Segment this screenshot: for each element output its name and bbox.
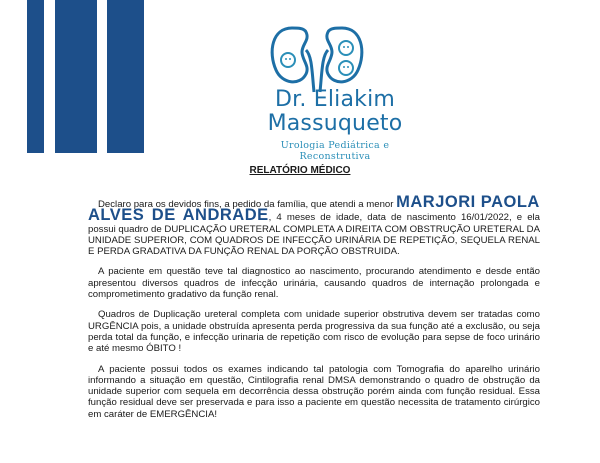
kidneys-children-icon: [262, 22, 372, 94]
p1-intro: Declaro para os devidos fins, a pedido da família, que atendi a menor: [98, 199, 394, 210]
p4-text: A paciente possui todos os exames indicando tal patologia com Tomografia do aparelho urinário informando a situação em questão, Cintilografia renal DMSA demonstrando o quadro de obstrução da unidade superior com sequela em decorrência dessa obstrução porém ainda com função residual. Essa função residual deve ser preservada e para isso a paciente em questão necessita de tratamento cirúrgico em caráter de EMERGÊNCIA!: [88, 363, 540, 420]
doctor-name-line2: Massuqueto: [267, 111, 403, 136]
decorative-stripes: [27, 0, 144, 153]
p2-text: A paciente em questão teve tal diagnostico ao nascimento, procurando atendimento e desde então apresentou diversos quadros de infecção urinária, causando quadros de internação prolongada e comprometimento gradativo da função renal.: [88, 266, 540, 301]
p3-text: Quadros de Duplicação ureteral completa com unidade superior obstrutiva devem ser tratadas como URGÊNCIA pois, a unidade obstruída apresenta perda progressiva da sua função até a exclusão, ou seja perda total da função, e infecção urinaria de repetição com risco de evolução para sepse de foco urinário e até mesmo ÓBITO !: [88, 309, 540, 355]
report-title: RELATÓRIO MÉDICO: [249, 165, 351, 176]
stripe: [27, 0, 44, 153]
patient-last-name: ALVES DE ANDRADE: [88, 206, 269, 225]
paragraph-3: [88, 309, 540, 354]
patient-first-name: MARJORI PAOLA: [396, 193, 540, 211]
stripe: [107, 0, 144, 153]
doctor-name-line1: Dr. Eliakim: [274, 87, 396, 112]
stripe: [55, 0, 97, 153]
specialty: Urologia Pediátrica e Reconstrutiva: [280, 140, 390, 162]
paragraph-4: [88, 364, 540, 420]
report-body: [88, 193, 541, 429]
doctor-name: [245, 88, 425, 136]
paragraph-1: [88, 193, 541, 258]
p1-rest: , 4 meses de idade, data de nascimento 16/01/2022, e ela possui quadro de DUPLICAÇÃO URETERAL COMPLETA A DIREITA COM OBSTRUÇÃO URETERAL DA UNIDADE SUPERIOR, COM QUADROS DE INFECÇÃO URINÁRIA DE REPETIÇÃO, SEQUELA RENAL E PERDA GRADATIVA DA FUNÇÃO RENAL DA PORÇÃO OBSTRUIDA.: [88, 212, 541, 258]
paragraph-2: [88, 266, 540, 300]
